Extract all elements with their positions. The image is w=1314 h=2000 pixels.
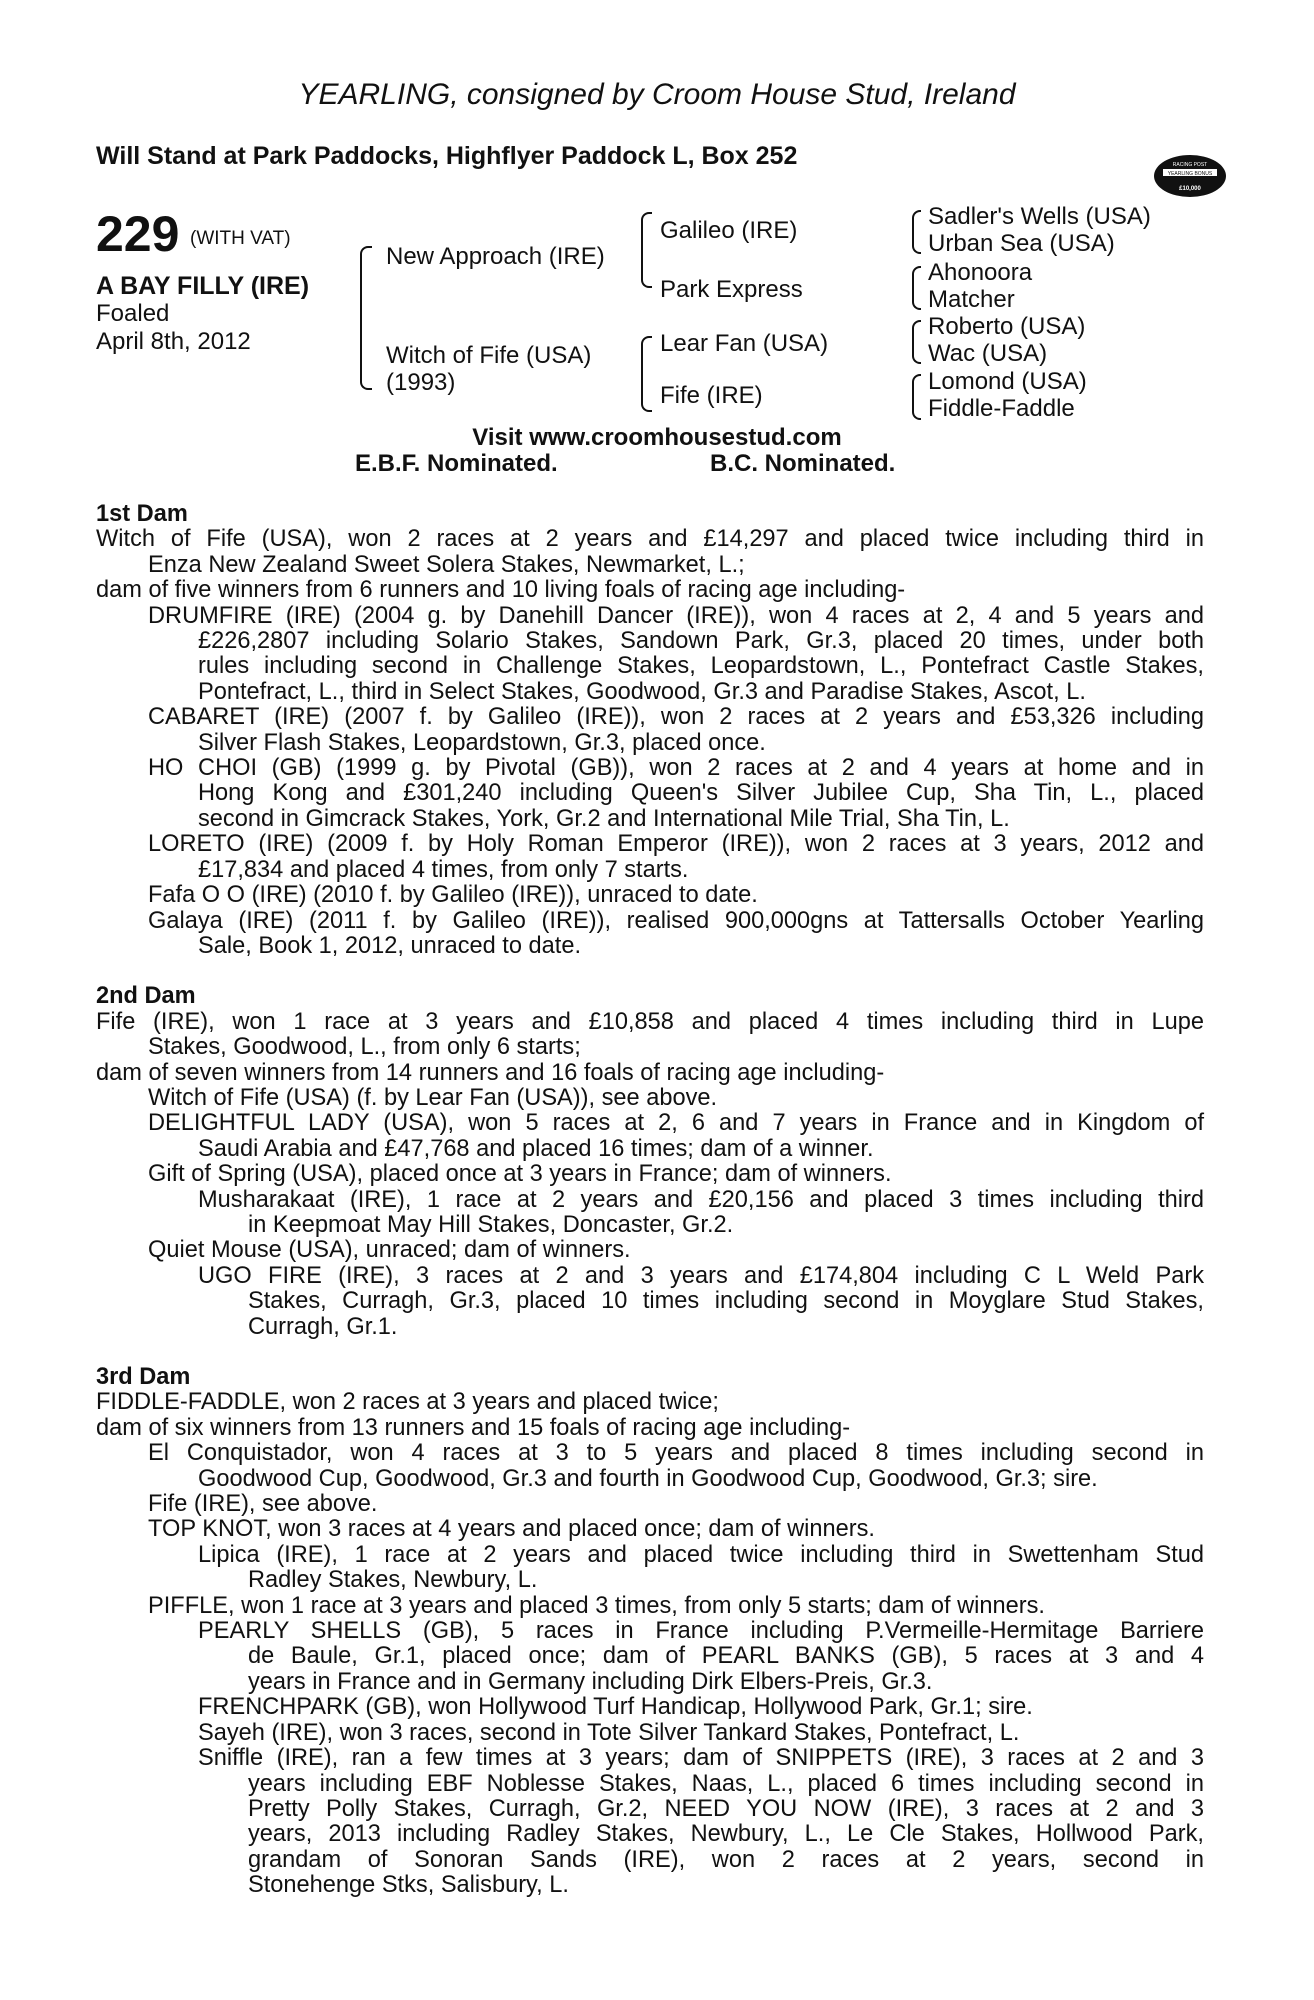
text-line: Sale, Book 1, 2012, unraced to date. <box>198 932 582 959</box>
text-line: dam of six winners from 13 runners and 15 foals of racing age including- <box>96 1414 851 1441</box>
first-dam-heading: 1st Dam <box>96 501 188 527</box>
brace-main <box>360 246 372 390</box>
text-line: Enza New Zealand Sweet Solera Stakes, Newmarket, L.; <box>148 551 745 578</box>
text-line: Sniffle (IRE), ran a few times at 3 years; dam of SNIPPETS (IRE), 3 races at 2 and 3 <box>198 1745 1204 1772</box>
first-dam-section <box>96 527 1204 959</box>
yearling-bonus-badge <box>1153 150 1227 202</box>
pedigree-dam: Witch of Fife (USA) <box>386 342 592 369</box>
svg-text:£10,000: £10,000 <box>1179 186 1201 192</box>
brace-gg4 <box>912 374 921 420</box>
text-line: Quiet Mouse (USA), unraced; dam of winners. <box>148 1237 631 1264</box>
text-line: CABARET (IRE) (2007 f. by Galileo (IRE)), won 2 races at 2 years and £53,326 including <box>148 704 1204 731</box>
text-line: rules including second in Challenge Stakes, Leopardstown, L., Pontefract Castle Stakes, <box>198 653 1204 680</box>
second-dam-heading: 2nd Dam <box>96 983 196 1010</box>
brace-dam <box>641 336 652 412</box>
text-line: years, 2013 including Radley Stakes, Newbury, L., Le Cle Stakes, Hollwood Park, <box>248 1821 1204 1848</box>
text-line: Witch of Fife (USA), won 2 races at 2 years and £14,297 and placed twice including third in <box>96 526 1204 553</box>
ebf-nomination: E.B.F. Nominated. <box>355 450 558 477</box>
text-line: Stakes, Curragh, Gr.3, placed 10 times including second in Moyglare Stud Stakes, <box>248 1288 1204 1315</box>
pedigree-sire-sire: Galileo (IRE) <box>660 217 798 244</box>
brace-gg3 <box>912 320 921 364</box>
text-line: TOP KNOT, won 3 races at 4 years and placed once; dam of winners. <box>148 1516 875 1543</box>
text-line: LORETO (IRE) (2009 f. by Holy Roman Emperor (IRE)), won 2 races at 3 years, 2012 and <box>148 831 1204 858</box>
text-line: Galaya (IRE) (2011 f. by Galileo (IRE)), realised 900,000gns at Tattersalls October Yearling <box>148 907 1204 934</box>
text-line: Silver Flash Stakes, Leopardstown, Gr.3, placed once. <box>198 729 766 756</box>
text-line: Fafa O O (IRE) (2010 f. by Galileo (IRE)), unraced to date. <box>148 882 758 909</box>
text-line: second in Gimcrack Stakes, York, Gr.2 and International Mile Trial, Sha Tin, L. <box>198 805 1010 832</box>
text-line: Pontefract, L., third in Select Stakes, Goodwood, Gr.3 and Paradise Stakes, Ascot, L. <box>198 678 1086 705</box>
text-line: years in France and in Germany including Dirk Elbers-Preis, Gr.3. <box>248 1668 933 1695</box>
text-line: PEARLY SHELLS (GB), 5 races in France including P.Vermeille-Hermitage Barriere <box>198 1618 1204 1645</box>
text-line: dam of five winners from 6 runners and 10 living foals of racing age including- <box>96 577 906 604</box>
text-line: Sayeh (IRE), won 3 races, second in Tote Silver Tankard Stakes, Pontefract, L. <box>198 1719 1020 1746</box>
foaled-label: Foaled <box>96 300 170 327</box>
pedigree-gg-1: Sadler's Wells (USA) <box>928 203 1151 230</box>
bc-nomination: B.C. Nominated. <box>710 450 896 477</box>
svg-text:YEARLING BONUS: YEARLING BONUS <box>1167 171 1213 177</box>
lot-number: 229 <box>96 206 180 262</box>
text-line: Saudi Arabia and £47,768 and placed 16 times; dam of a winner. <box>198 1135 874 1162</box>
text-line: dam of seven winners from 14 runners and 16 foals of racing age including- <box>96 1059 885 1086</box>
text-line: Fife (IRE), won 1 race at 3 years and £10,858 and placed 4 times including third in Lupe <box>96 1008 1204 1035</box>
vat-note: (WITH VAT) <box>190 228 291 249</box>
horse-name: A BAY FILLY (IRE) <box>96 272 310 300</box>
text-line: FRENCHPARK (GB), won Hollywood Turf Handicap, Hollywood Park, Gr.1; sire. <box>198 1694 1033 1721</box>
text-line: Lipica (IRE), 1 race at 2 years and placed twice including third in Swettenham Stud <box>198 1541 1204 1568</box>
text-line: Goodwood Cup, Goodwood, Gr.3 and fourth in Goodwood Cup, Goodwood, Gr.3; sire. <box>198 1465 1098 1492</box>
text-line: FIDDLE-FADDLE, won 2 races at 3 years and placed twice; <box>96 1389 719 1416</box>
text-line: £17,834 and placed 4 times, from only 7 starts. <box>198 856 689 883</box>
text-line: PIFFLE, won 1 race at 3 years and placed 3 times, from only 5 starts; dam of winners. <box>148 1592 1045 1619</box>
text-line: DELIGHTFUL LADY (USA), won 5 races at 2, 6 and 7 years in France and in Kingdom of <box>148 1110 1204 1137</box>
text-line: DRUMFIRE (IRE) (2004 g. by Danehill Dancer (IRE)), won 4 races at 2, 4 and 5 years and <box>148 602 1204 629</box>
pedigree-gg-3: Ahonoora <box>928 259 1033 286</box>
text-line: Gift of Spring (USA), placed once at 3 years in France; dam of winners. <box>148 1161 892 1188</box>
text-line: Musharakaat (IRE), 1 race at 2 years and £20,156 and placed 3 times including third <box>198 1186 1204 1213</box>
bonus-badge-icon <box>1153 150 1227 202</box>
pedigree-dam-dam: Fife (IRE) <box>660 382 763 409</box>
text-line: HO CHOI (GB) (1999 g. by Pivotal (GB)), won 2 races at 2 and 4 years at home and in <box>148 755 1204 782</box>
text-line: Fife (IRE), see above. <box>148 1491 378 1518</box>
text-line: El Conquistador, won 4 races at 3 to 5 years and placed 8 times including second in <box>148 1440 1204 1467</box>
pedigree-gg-6: Wac (USA) <box>928 340 1048 367</box>
foaled-date: April 8th, 2012 <box>96 328 251 355</box>
pedigree-gg-4: Matcher <box>928 286 1015 313</box>
third-dam-heading: 3rd Dam <box>96 1364 191 1390</box>
pedigree-gg-2: Urban Sea (USA) <box>928 230 1115 257</box>
brace-gg2 <box>912 266 921 310</box>
stand-location: Will Stand at Park Paddocks, Highflyer Paddock L, Box 252 <box>96 142 798 170</box>
pedigree-sire-dam: Park Express <box>660 276 803 303</box>
pedigree-sire: New Approach (IRE) <box>386 243 605 270</box>
brace-sire <box>641 212 652 288</box>
pedigree-gg-5: Roberto (USA) <box>928 313 1086 340</box>
text-line: Hong Kong and £301,240 including Queen's Silver Jubilee Cup, Sha Tin, L., placed <box>198 780 1204 807</box>
text-line: £226,2807 including Solario Stakes, Sandown Park, Gr.3, placed 20 times, under both <box>198 628 1204 655</box>
catalogue-body <box>96 502 1204 1899</box>
website-link[interactable]: Visit www.croomhousestud.com <box>472 424 842 451</box>
pedigree-gg-8: Fiddle-Faddle <box>928 395 1075 422</box>
pedigree-dam-year: (1993) <box>386 369 456 396</box>
pedigree-gg-7: Lomond (USA) <box>928 368 1087 395</box>
text-line: de Baule, Gr.1, placed once; dam of PEARL BANKS (GB), 5 races at 3 and 4 <box>248 1643 1204 1670</box>
text-line: years including EBF Noblesse Stakes, Naas, L., placed 6 times including second in <box>248 1770 1204 1797</box>
text-line: grandam of Sonoran Sands (IRE), won 2 races at 2 years, second in <box>248 1846 1204 1873</box>
pedigree-dam-sire: Lear Fan (USA) <box>660 330 829 357</box>
text-line: Witch of Fife (USA) (f. by Lear Fan (USA)), see above. <box>148 1084 718 1111</box>
svg-text:RACING POST: RACING POST <box>1172 162 1208 168</box>
brace-gg1 <box>912 210 921 254</box>
text-line: in Keepmoat May Hill Stakes, Doncaster, Gr.2. <box>248 1211 734 1238</box>
text-line: Pretty Polly Stakes, Curragh, Gr.2, NEED YOU NOW (IRE), 3 races at 2 and 3 <box>248 1795 1204 1822</box>
text-line: Curragh, Gr.1. <box>248 1313 398 1340</box>
text-line: Stakes, Goodwood, L., from only 6 starts; <box>148 1034 581 1061</box>
text-line: UGO FIRE (IRE), 3 races at 2 and 3 years and £174,804 including C L Weld Park <box>198 1262 1204 1289</box>
text-line: Radley Stakes, Newbury, L. <box>248 1567 538 1594</box>
text-line: Stonehenge Stks, Salisbury, L. <box>248 1872 569 1899</box>
second-dam-section <box>96 1010 1204 1340</box>
page-title: YEARLING, consigned by Croom House Stud, Ireland <box>298 78 1016 111</box>
third-dam-section <box>96 1390 1204 1898</box>
